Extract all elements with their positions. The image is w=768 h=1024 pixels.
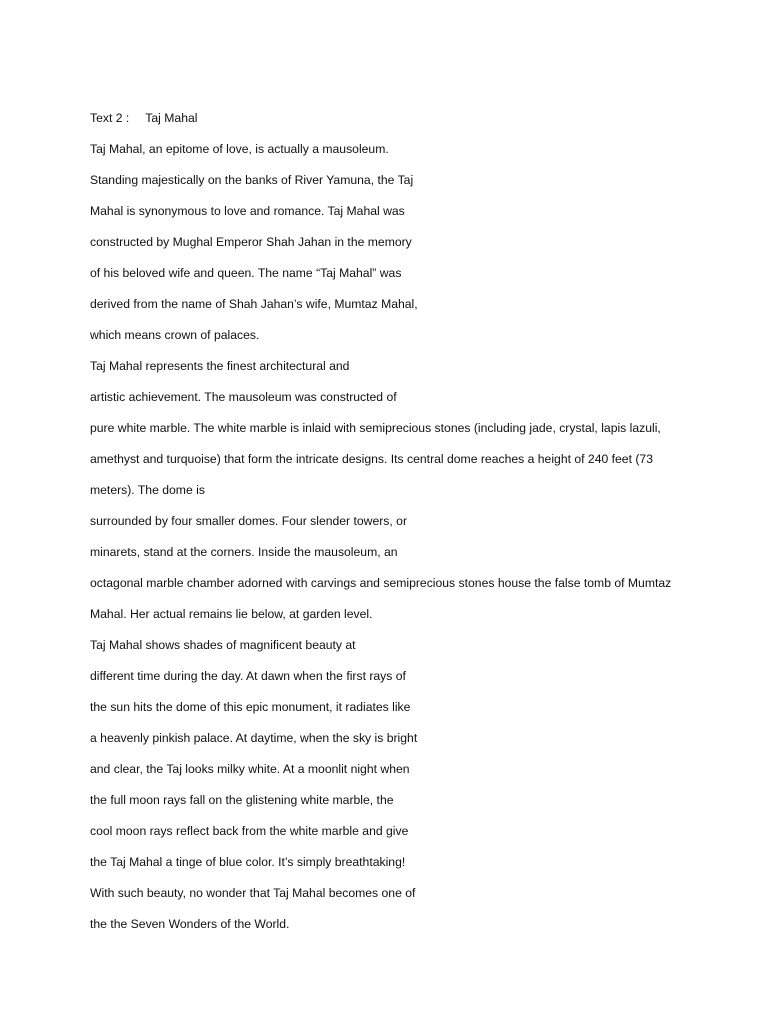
body-line: With such beauty, no wonder that Taj Mahal becomes one of [90,886,416,900]
body-line: the full moon rays fall on the glistening white marble, the [90,793,394,807]
body-line: derived from the name of Shah Jahan’s wife, Mumtaz Mahal, [90,297,418,311]
body-line: the the Seven Wonders of the World. [90,917,290,931]
body-line: Mahal. Her actual remains lie below, at garden level. [90,607,373,621]
body-line: which means crown of palaces. [90,328,260,342]
body-line: Standing majestically on the banks of River Yamuna, the Taj [90,173,414,187]
body-line: cool moon rays reflect back from the white marble and give [90,824,409,838]
heading-title: Taj Mahal [145,111,198,125]
body-line: minarets, stand at the corners. Inside the mausoleum, an [90,545,398,559]
body-line: amethyst and turquoise) that form the intricate designs. Its central dome reaches a height of 240 feet (73 [90,452,653,466]
body-line: and clear, the Taj looks milky white. At a moonlit night when [90,762,410,776]
body-line: a heavenly pinkish palace. At daytime, when the sky is bright [90,731,418,745]
body-line: Taj Mahal, an epitome of love, is actually a mausoleum. [90,142,389,156]
body-line: Taj Mahal represents the finest architectural and [90,359,350,373]
body-line: artistic achievement. The mausoleum was constructed of [90,390,397,404]
body-line: the sun hits the dome of this epic monument, it radiates like [90,700,411,714]
body-line: constructed by Mughal Emperor Shah Jahan in the memory [90,235,412,249]
body-line: Mahal is synonymous to love and romance. Taj Mahal was [90,204,405,218]
document-heading [90,110,197,126]
body-line: pure white marble. The white marble is inlaid with semiprecious stones (including jade, crystal, lapis lazuli, [90,421,661,435]
body-line: surrounded by four smaller domes. Four slender towers, or [90,514,408,528]
body-line: the Taj Mahal a tinge of blue color. It’s simply breathtaking! [90,855,406,869]
body-line: different time during the day. At dawn when the first rays of [90,669,406,683]
body-line: Taj Mahal shows shades of magnificent beauty at [90,638,356,652]
body-line: octagonal marble chamber adorned with carvings and semiprecious stones house the false tomb of Mumtaz [90,576,672,590]
heading-label: Text 2 : [90,111,130,125]
body-line: of his beloved wife and queen. The name “Taj Mahal” was [90,266,402,280]
body-line: meters). The dome is [90,483,205,497]
